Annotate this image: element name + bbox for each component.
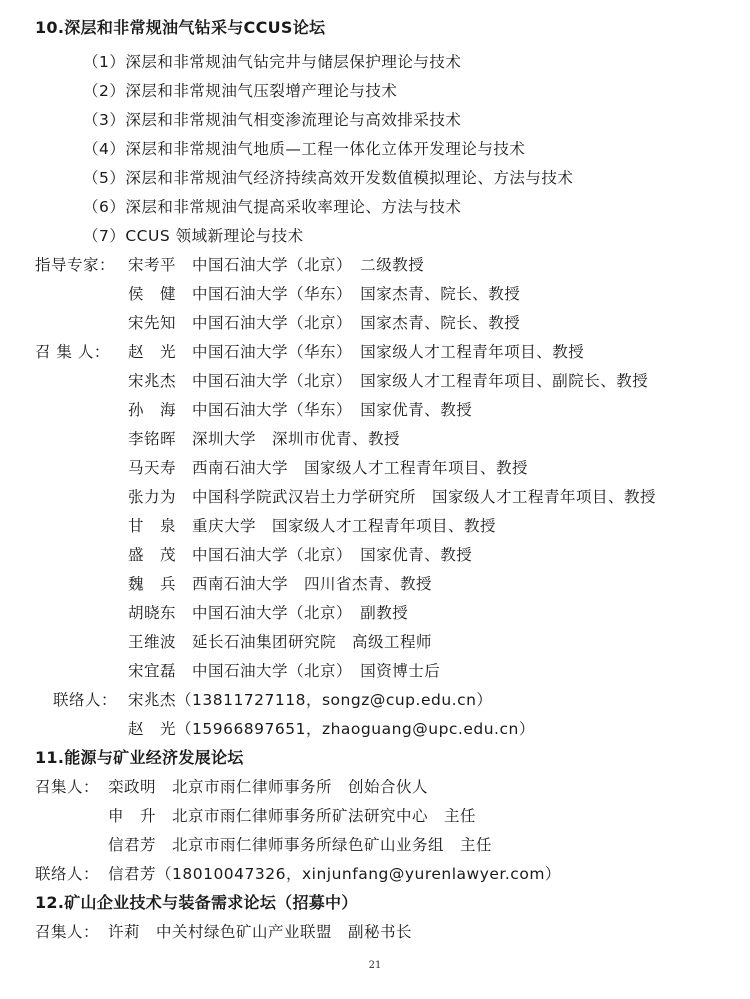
convener-entry: 赵 光 中国石油大学（华东） 国家级人才工程青年项目、教授 bbox=[128, 343, 585, 361]
topic-item: （4）深层和非常规油气地质—工程一体化立体开发理论与技术 bbox=[83, 140, 526, 158]
convener-label: 召 集 人： bbox=[35, 343, 110, 361]
section-12-title: 12.矿山企业技术与装备需求论坛（招募中） bbox=[35, 893, 358, 912]
convener-entry: 甘 泉 重庆大学 国家级人才工程青年项目、教授 bbox=[128, 517, 497, 535]
convener-entry: 王维波 延长石油集团研究院 高级工程师 bbox=[128, 633, 433, 651]
convener-entry: 张力为 中国科学院武汉岩土力学研究所 国家级人才工程青年项目、教授 bbox=[128, 488, 657, 506]
contact-entry: 信君芳（18010047326，xinjunfang@yurenlawyer.com） bbox=[108, 865, 561, 883]
contact-entry: 宋兆杰（13811727118，songz@cup.edu.cn） bbox=[128, 691, 493, 709]
contact-entry: 赵 光（15966897651，zhaoguang@upc.edu.cn） bbox=[128, 720, 535, 738]
convener-entry: 栾政明 北京市雨仁律师事务所 创始合伙人 bbox=[108, 778, 429, 796]
convener-entry: 李铭晖 深圳大学 深圳市优青、教授 bbox=[128, 430, 401, 448]
advisor-label: 指导专家： bbox=[35, 256, 116, 274]
advisor-entry: 宋考平 中国石油大学（北京） 二级教授 bbox=[128, 256, 425, 274]
convener-entry: 信君芳 北京市雨仁律师事务所绿色矿山业务组 主任 bbox=[108, 836, 493, 854]
topic-item: （7）CCUS 领域新理论与技术 bbox=[83, 227, 304, 245]
topic-item: （1）深层和非常规油气钻完井与储层保护理论与技术 bbox=[83, 53, 462, 71]
convener-entry: 马天寿 西南石油大学 国家级人才工程青年项目、教授 bbox=[128, 459, 529, 477]
section-11-title: 11.能源与矿业经济发展论坛 bbox=[35, 748, 244, 767]
page-number: 21 bbox=[368, 960, 382, 971]
convener-label: 召集人： bbox=[35, 778, 100, 796]
convener-label: 召集人： bbox=[35, 923, 100, 941]
convener-entry: 盛 茂 中国石油大学（北京） 国家优青、教授 bbox=[128, 546, 473, 564]
section-10-title: 10.深层和非常规油气钻采与CCUS论坛 bbox=[35, 18, 326, 37]
advisor-entry: 侯 健 中国石油大学（华东） 国家杰青、院长、教授 bbox=[128, 285, 521, 303]
convener-entry: 胡晓东 中国石油大学（北京） 副教授 bbox=[128, 604, 409, 622]
contact-label: 联络人： bbox=[35, 865, 100, 883]
convener-entry: 魏 兵 西南石油大学 四川省杰青、教授 bbox=[128, 575, 433, 593]
topic-item: （6）深层和非常规油气提高采收率理论、方法与技术 bbox=[83, 198, 462, 216]
advisor-entry: 宋先知 中国石油大学（北京） 国家杰青、院长、教授 bbox=[128, 314, 521, 332]
topic-item: （3）深层和非常规油气相变渗流理论与高效排采技术 bbox=[83, 111, 462, 129]
contact-label: 联络人： bbox=[53, 691, 118, 709]
convener-entry: 许莉 中关村绿色矿山产业联盟 副秘书长 bbox=[108, 923, 413, 941]
topic-item: （2）深层和非常规油气压裂增产理论与技术 bbox=[83, 82, 398, 100]
convener-entry: 宋宜磊 中国石油大学（北京） 国资博士后 bbox=[128, 662, 441, 680]
convener-entry: 孙 海 中国石油大学（华东） 国家优青、教授 bbox=[128, 401, 473, 419]
convener-entry: 宋兆杰 中国石油大学（北京） 国家级人才工程青年项目、副院长、教授 bbox=[128, 372, 649, 390]
convener-entry: 申 升 北京市雨仁律师事务所矿法研究中心 主任 bbox=[108, 807, 477, 825]
topic-item: （5）深层和非常规油气经济持续高效开发数值模拟理论、方法与技术 bbox=[83, 169, 574, 187]
